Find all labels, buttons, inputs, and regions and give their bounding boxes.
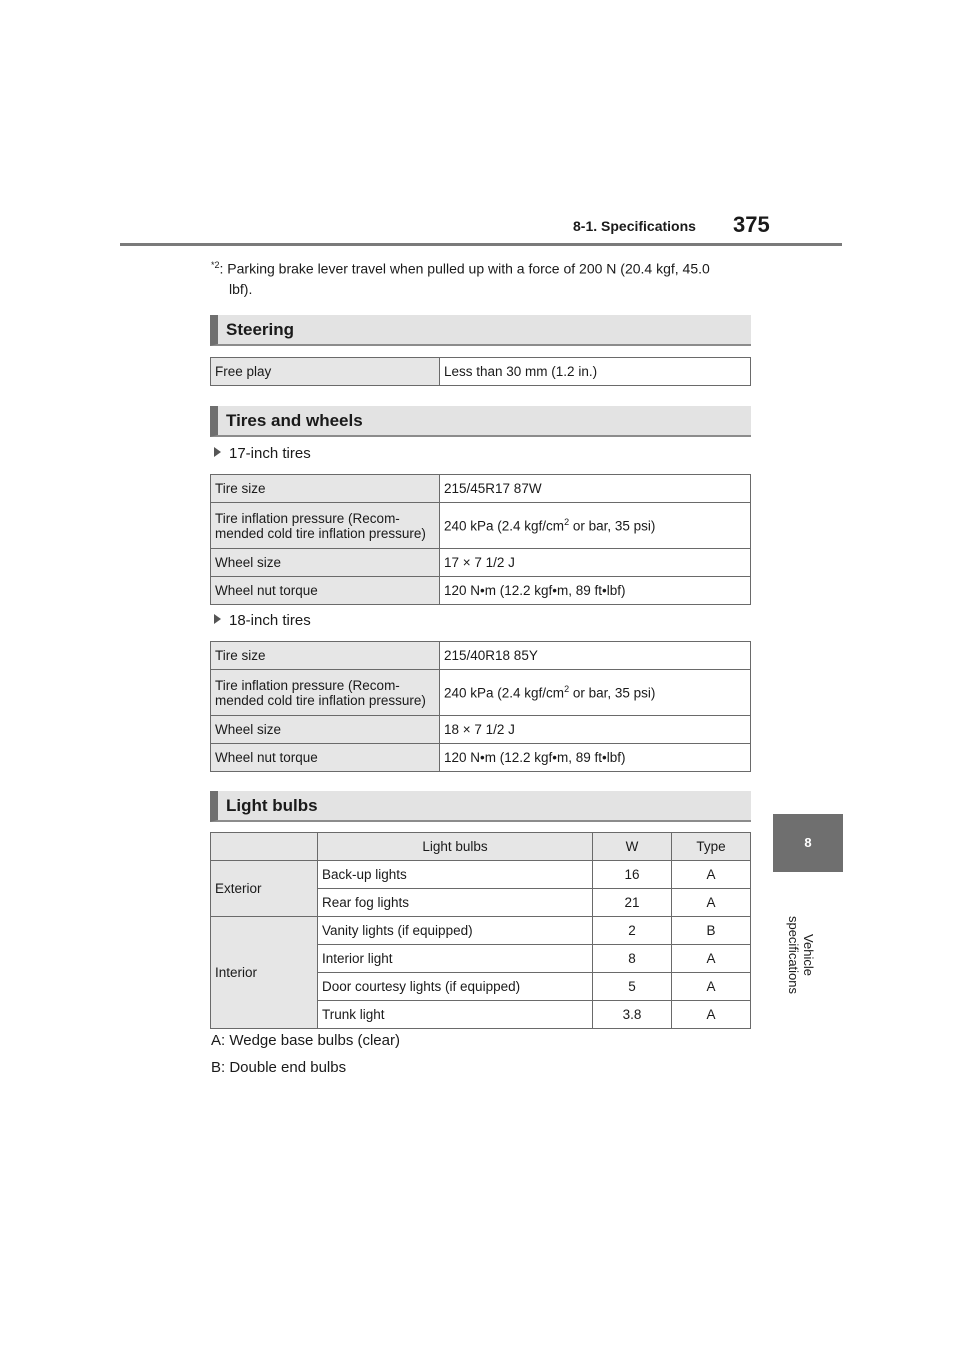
table-row [211, 744, 751, 772]
pressure-value-pre: 240 kPa (2.4 kgf/cm [444, 685, 565, 701]
bullet-arrow-icon [214, 447, 221, 457]
bulb-type: B [672, 917, 751, 945]
spec-value: 215/45R17 87W [440, 475, 751, 503]
spec-key-line1: Tire inflation pressure (Recom- [215, 677, 400, 693]
bulb-wattage: 3.8 [593, 1001, 672, 1029]
bulb-name: Door courtesy lights (if equipped) [318, 973, 593, 1001]
tires-18-heading-text: 18-inch tires [229, 612, 311, 629]
bulbs-section-header [210, 791, 751, 822]
steering-table [210, 357, 751, 386]
footnote-text-line2: lbf). [229, 280, 253, 297]
group-label: Interior [211, 917, 318, 1029]
spec-value [440, 670, 751, 716]
spec-value: Less than 30 mm (1.2 in.) [440, 358, 751, 386]
bulb-name: Trunk light [318, 1001, 593, 1029]
bulb-name: Back-up lights [318, 861, 593, 889]
tires-18-heading [214, 612, 311, 629]
tires-18-table [210, 641, 751, 772]
column-header: W [593, 833, 672, 861]
spec-key: Wheel size [211, 716, 440, 744]
table-row [211, 503, 751, 549]
pressure-value-pre: 240 kPa (2.4 kgf/cm [444, 518, 565, 534]
spec-value: 120 N•m (12.2 kgf•m, 89 ft•lbf) [440, 744, 751, 772]
bulb-type: A [672, 1001, 751, 1029]
table-row [211, 716, 751, 744]
bulb-name: Rear fog lights [318, 889, 593, 917]
bullet-arrow-icon [214, 614, 221, 624]
spec-key: Free play [211, 358, 440, 386]
column-header: Type [672, 833, 751, 861]
bulb-type: A [672, 861, 751, 889]
bulb-type: A [672, 945, 751, 973]
spec-value: 18 × 7 1/2 J [440, 716, 751, 744]
table-row [211, 549, 751, 577]
table-row [211, 670, 751, 716]
pressure-value-sup: 2 [564, 517, 570, 528]
spec-key: Wheel nut torque [211, 577, 440, 605]
steering-section-header [210, 315, 751, 346]
spec-key: Tire size [211, 642, 440, 670]
tires-title: Tires and wheels [226, 411, 363, 430]
group-label: Exterior [211, 861, 318, 917]
bulb-wattage: 5 [593, 973, 672, 1001]
table-row [211, 917, 751, 945]
tires-17-heading-text: 17-inch tires [229, 445, 311, 462]
bulb-wattage: 16 [593, 861, 672, 889]
legend-b: B: Double end bulbs [211, 1059, 347, 1076]
spec-key [211, 670, 440, 716]
section-title: 8-1. Specifications [573, 218, 696, 234]
bulb-wattage: 8 [593, 945, 672, 973]
pressure-value-post: or bar, 35 psi) [569, 685, 656, 701]
column-header: Light bulbs [318, 833, 593, 861]
spec-value: 120 N•m (12.2 kgf•m, 89 ft•lbf) [440, 577, 751, 605]
tires-section-header [210, 406, 751, 437]
spec-key-line1: Tire inflation pressure (Recom- [215, 510, 400, 526]
bulb-wattage: 21 [593, 889, 672, 917]
spec-value: 215/40R18 85Y [440, 642, 751, 670]
footnote [211, 255, 751, 299]
spec-key [211, 503, 440, 549]
spec-value: 17 × 7 1/2 J [440, 549, 751, 577]
bulb-type: A [672, 889, 751, 917]
spec-key-line2: mended cold tire inflation pressure) [215, 692, 426, 708]
bulb-type: A [672, 973, 751, 1001]
header-divider [120, 243, 842, 246]
pressure-value-post: or bar, 35 psi) [569, 518, 656, 534]
bulbs-table [210, 832, 751, 1029]
table-header-row [211, 833, 751, 861]
spec-key-line2: mended cold tire inflation pressure) [215, 525, 426, 541]
tires-17-table [210, 474, 751, 605]
spec-key: Wheel size [211, 549, 440, 577]
bulb-wattage: 2 [593, 917, 672, 945]
chapter-tab: 8 [773, 814, 843, 872]
bulb-name: Vanity lights (if equipped) [318, 917, 593, 945]
table-row [211, 861, 751, 889]
bulbs-title: Light bulbs [226, 796, 318, 815]
pressure-value-sup: 2 [564, 684, 570, 695]
table-row [211, 475, 751, 503]
column-header [211, 833, 318, 861]
spec-key: Tire size [211, 475, 440, 503]
table-row [211, 358, 751, 386]
spec-value [440, 503, 751, 549]
table-row [211, 577, 751, 605]
spec-key: Wheel nut torque [211, 744, 440, 772]
tires-17-heading [214, 445, 311, 462]
footnote-marker: *2 [211, 260, 220, 270]
steering-title: Steering [226, 320, 295, 339]
bulb-name: Interior light [318, 945, 593, 973]
table-row [211, 642, 751, 670]
page-number: 375 [733, 212, 770, 237]
legend-a: A: Wedge base bulbs (clear) [211, 1032, 400, 1049]
footnote-text-line1: : Parking brake lever travel when pulled up with a force of 200 N (20.4 kgf, 45.0 [219, 260, 710, 277]
chapter-label: Vehicle specifications [786, 915, 816, 995]
